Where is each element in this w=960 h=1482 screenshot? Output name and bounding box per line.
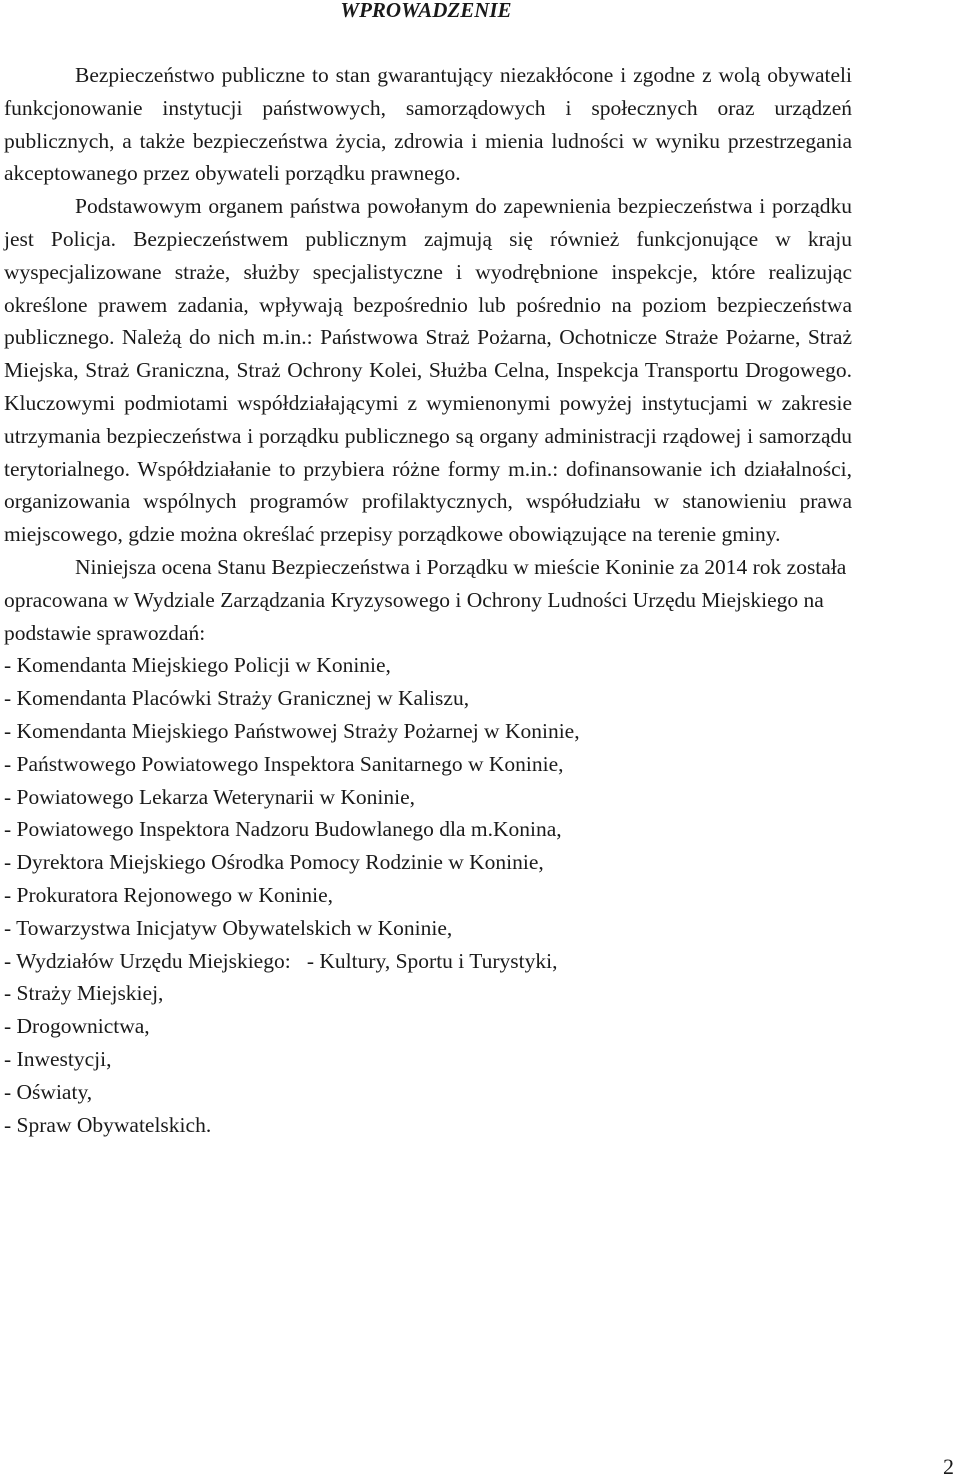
list-item: - Komendanta Miejskiego Państwowej Straży Pożarnej w Koninie, — [4, 718, 580, 743]
page-number: 2 — [943, 1454, 954, 1479]
list-item: - Prokuratora Rejonowego w Koninie, — [4, 882, 333, 907]
list-item: - Towarzystwa Inicjatyw Obywatelskich w Koninie, — [4, 915, 453, 940]
list-item: - Oświaty, — [4, 1079, 93, 1104]
list-item: - Komendanta Miejskiego Policji w Koninie, — [4, 653, 391, 678]
list-item: - Państwowego Powiatowego Inspektora Sanitarnego w Koninie, — [4, 751, 564, 776]
page-title: WPROWADZENIE — [340, 0, 512, 22]
list-item: - Straży Miejskiej, — [4, 981, 164, 1006]
list-item: - Inwestycji, — [4, 1046, 112, 1071]
list-item: - Komendanta Placówki Straży Granicznej w Kaliszu, — [4, 686, 470, 711]
report-sources-list — [4, 649, 852, 1141]
list-item: - Powiatowego Inspektora Nadzoru Budowlanego dla m.Konina, — [4, 817, 562, 842]
list-item: - Wydziałów Urzędu Miejskiego: - Kultury, Sportu i Turystyki, — [4, 948, 558, 973]
paragraph-institutions: Podstawowym organem państwa powołanym do zapewnienia bezpieczeństwa i porządku jest Policja. Bezpieczeństwem publicznym zajmują się również funkcjonujące w kraju wyspecjalizowane straże, służby specjalistyczne i wyodrębnione inspekcje, które realizując określone prawem zadania, wpływają bezpośrednio lub pośrednio na poziom bezpieczeństwa publicznego. Należą do nich m.in.: Państwowa Straż Pożarna, Ochotnicze Straże Pożarne, Straż Miejska, Straż Graniczna, Straż Ochrony Kolei, Służba Celna, Inspekcja Transportu Drogowego. Kluczowymi podmiotami współdziałającymi z wymienonymi powyżej instytucjami w zakresie utrzymania bezpieczeństwa i porządku publicznego są organy administracji rządowej i samorządu terytorialnego. Współdziałanie to przybiera różne formy m.in.: dofinansowanie ich działalności, organizowania wspólnych programów profilaktycznych, współudziału w stanowieniu prawa miejscowego, gdzie można określać przepisy porządkowe obowiązujące na terenie gminy. — [4, 194, 852, 547]
list-item: - Spraw Obywatelskich. — [4, 1112, 212, 1137]
list-item: - Drogownictwa, — [4, 1014, 150, 1039]
document-body — [4, 59, 852, 1141]
paragraph-report-sources: Niniejsza ocena Stanu Bezpieczeństwa i Porządku w mieście Koninie za 2014 rok została opracowana w Wydziale Zarządzania Kryzysowego i Ochrony Ludności Urzędu Miejskiego na podstawie sprawozdań: — [4, 554, 847, 645]
list-item: - Dyrektora Miejskiego Ośrodka Pomocy Rodzinie w Koninie, — [4, 850, 544, 875]
paragraph-definition: Bezpieczeństwo publiczne to stan gwarantujący niezakłócone i zgodne z wolą obywateli funkcjonowanie instytucji państwowych, samorządowych i społecznych oraz urządzeń publicznych, a także bezpieczeństwa życia, zdrowia i mienia ludności w wyniku przestrzegania akceptowanego przez obywateli porządku prawnego. — [4, 63, 852, 186]
list-item: - Powiatowego Lekarza Weterynarii w Koninie, — [4, 784, 416, 809]
